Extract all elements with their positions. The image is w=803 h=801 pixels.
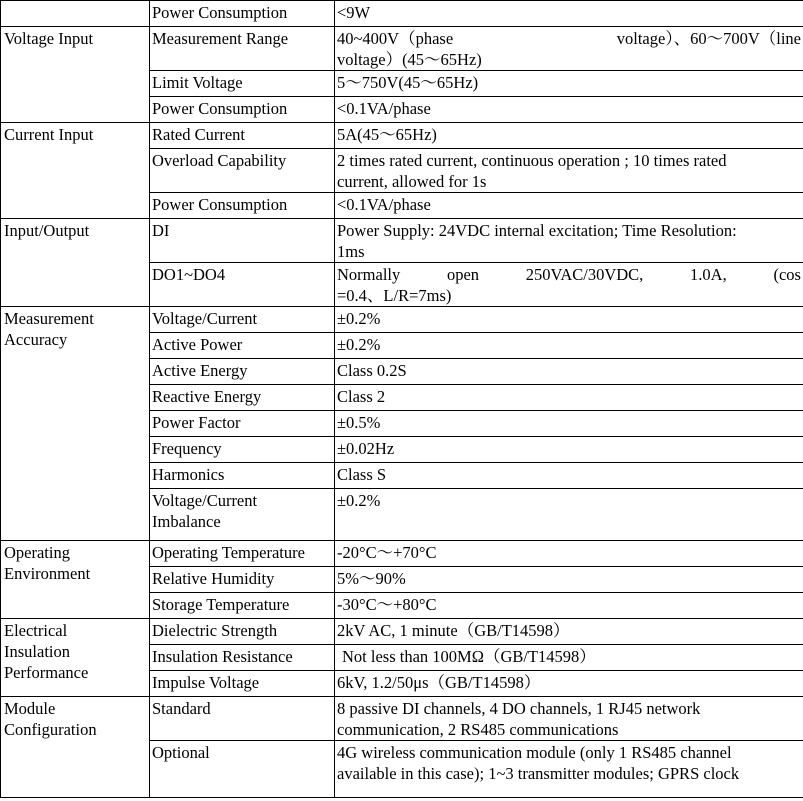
category-cell-empty	[1, 1, 150, 27]
param-text: Imbalance	[152, 512, 221, 531]
category-current-input: Current Input	[1, 123, 150, 219]
value-text: available in this case); 1~3 transmitter modules; GPRS clock	[337, 764, 740, 783]
value-cell: <0.1VA/phase	[335, 97, 803, 123]
value-cell	[335, 27, 803, 71]
table-row	[1, 27, 803, 71]
value-cell: -30°C～+80°C	[335, 593, 803, 619]
param-cell: Power Consumption	[150, 193, 335, 219]
table-row	[1, 123, 803, 149]
value-cell	[335, 219, 803, 263]
value-cell: ±0.2%	[335, 489, 803, 541]
value-cell	[335, 263, 803, 307]
param-cell: Insulation Resistance	[150, 645, 335, 671]
value-text: Normally	[337, 265, 401, 284]
value-text: voltage）(45～65Hz)	[337, 50, 482, 69]
value-line	[337, 264, 801, 285]
category-voltage-input: Voltage Input	[1, 27, 150, 123]
value-text: (cos	[773, 265, 801, 284]
value-cell: 6kV, 1.2/50μs（GB/T14598）	[335, 671, 803, 697]
param-cell: DO1~DO4	[150, 263, 335, 307]
param-cell: Dielectric Strength	[150, 619, 335, 645]
param-cell: Measurement Range	[150, 27, 335, 71]
category-text: Configuration	[4, 720, 97, 739]
value-text: 4G wireless communication module (only 1 RS485 channel	[337, 743, 732, 762]
value-text: =0.4、L/R=7ms)	[337, 286, 452, 305]
category-text: Measurement	[4, 309, 94, 328]
param-cell: Overload Capability	[150, 149, 335, 193]
value-cell	[335, 697, 803, 741]
category-text: Performance	[4, 663, 89, 682]
category-text: Accuracy	[4, 330, 68, 349]
value-text: 1ms	[337, 242, 365, 261]
table-row	[1, 619, 803, 645]
value-text: voltage）、60～700V（line	[616, 29, 801, 48]
value-cell: ±0.5%	[335, 411, 803, 437]
param-cell: DI	[150, 219, 335, 263]
table-row	[1, 541, 803, 567]
value-cell: 5A(45～65Hz)	[335, 123, 803, 149]
value-cell: <9W	[335, 1, 803, 27]
value-text: 1.0A,	[690, 265, 727, 284]
param-cell: Limit Voltage	[150, 71, 335, 97]
table-row	[1, 219, 803, 263]
value-line	[337, 28, 801, 49]
value-cell: Class S	[335, 463, 803, 489]
value-cell: ±0.02Hz	[335, 437, 803, 463]
param-cell: Reactive Energy	[150, 385, 335, 411]
value-cell	[335, 149, 803, 193]
param-cell: Storage Temperature	[150, 593, 335, 619]
param-text: Voltage/Current	[152, 491, 258, 510]
param-cell: Power Consumption	[150, 1, 335, 27]
param-cell: Active Energy	[150, 359, 335, 385]
param-cell: Power Consumption	[150, 97, 335, 123]
value-text: 2 times rated current, continuous operation ; 10 times rated	[337, 151, 727, 170]
value-cell: Class 2	[335, 385, 803, 411]
category-text: Insulation	[4, 642, 70, 661]
value-text: communication, 2 RS485 communications	[337, 720, 619, 739]
value-text: Power Supply: 24VDC internal excitation; Time Resolution:	[337, 221, 737, 240]
value-cell: 5%～90%	[335, 567, 803, 593]
value-cell: <0.1VA/phase	[335, 193, 803, 219]
param-cell: Harmonics	[150, 463, 335, 489]
value-cell: Class 0.2S	[335, 359, 803, 385]
value-cell	[335, 741, 803, 798]
value-cell: 5～750V(45～65Hz)	[335, 71, 803, 97]
category-text: Operating	[4, 543, 70, 562]
value-text: 40~400V（phase	[337, 29, 454, 48]
category-text: Electrical	[4, 621, 68, 640]
table-row	[1, 307, 803, 333]
value-cell: ±0.2%	[335, 333, 803, 359]
param-cell: Standard	[150, 697, 335, 741]
table-row	[1, 697, 803, 741]
param-cell: Power Factor	[150, 411, 335, 437]
param-cell: Relative Humidity	[150, 567, 335, 593]
value-cell: ±0.2%	[335, 307, 803, 333]
value-cell: -20°C～+70°C	[335, 541, 803, 567]
param-cell: Operating Temperature	[150, 541, 335, 567]
category-input-output: Input/Output	[1, 219, 150, 307]
category-operating-environment	[1, 541, 150, 619]
param-cell	[150, 489, 335, 541]
category-text: Module	[4, 699, 56, 718]
param-cell: Optional	[150, 741, 335, 798]
value-cell: 2kV AC, 1 minute（GB/T14598）	[335, 619, 803, 645]
param-cell: Frequency	[150, 437, 335, 463]
category-text: Environment	[4, 564, 91, 583]
param-cell: Rated Current	[150, 123, 335, 149]
table-row	[1, 1, 803, 27]
value-text: 8 passive DI channels, 4 DO channels, 1 RJ45 network	[337, 699, 701, 718]
param-cell: Impulse Voltage	[150, 671, 335, 697]
value-text: current, allowed for 1s	[337, 172, 487, 191]
value-text: 250VAC/30VDC,	[525, 265, 644, 284]
param-cell: Active Power	[150, 333, 335, 359]
category-module-configuration	[1, 697, 150, 798]
value-text: open	[446, 265, 480, 284]
category-measurement-accuracy	[1, 307, 150, 541]
category-electrical-insulation	[1, 619, 150, 697]
param-cell: Voltage/Current	[150, 307, 335, 333]
value-cell: Not less than 100MΩ（GB/T14598）	[335, 645, 803, 671]
